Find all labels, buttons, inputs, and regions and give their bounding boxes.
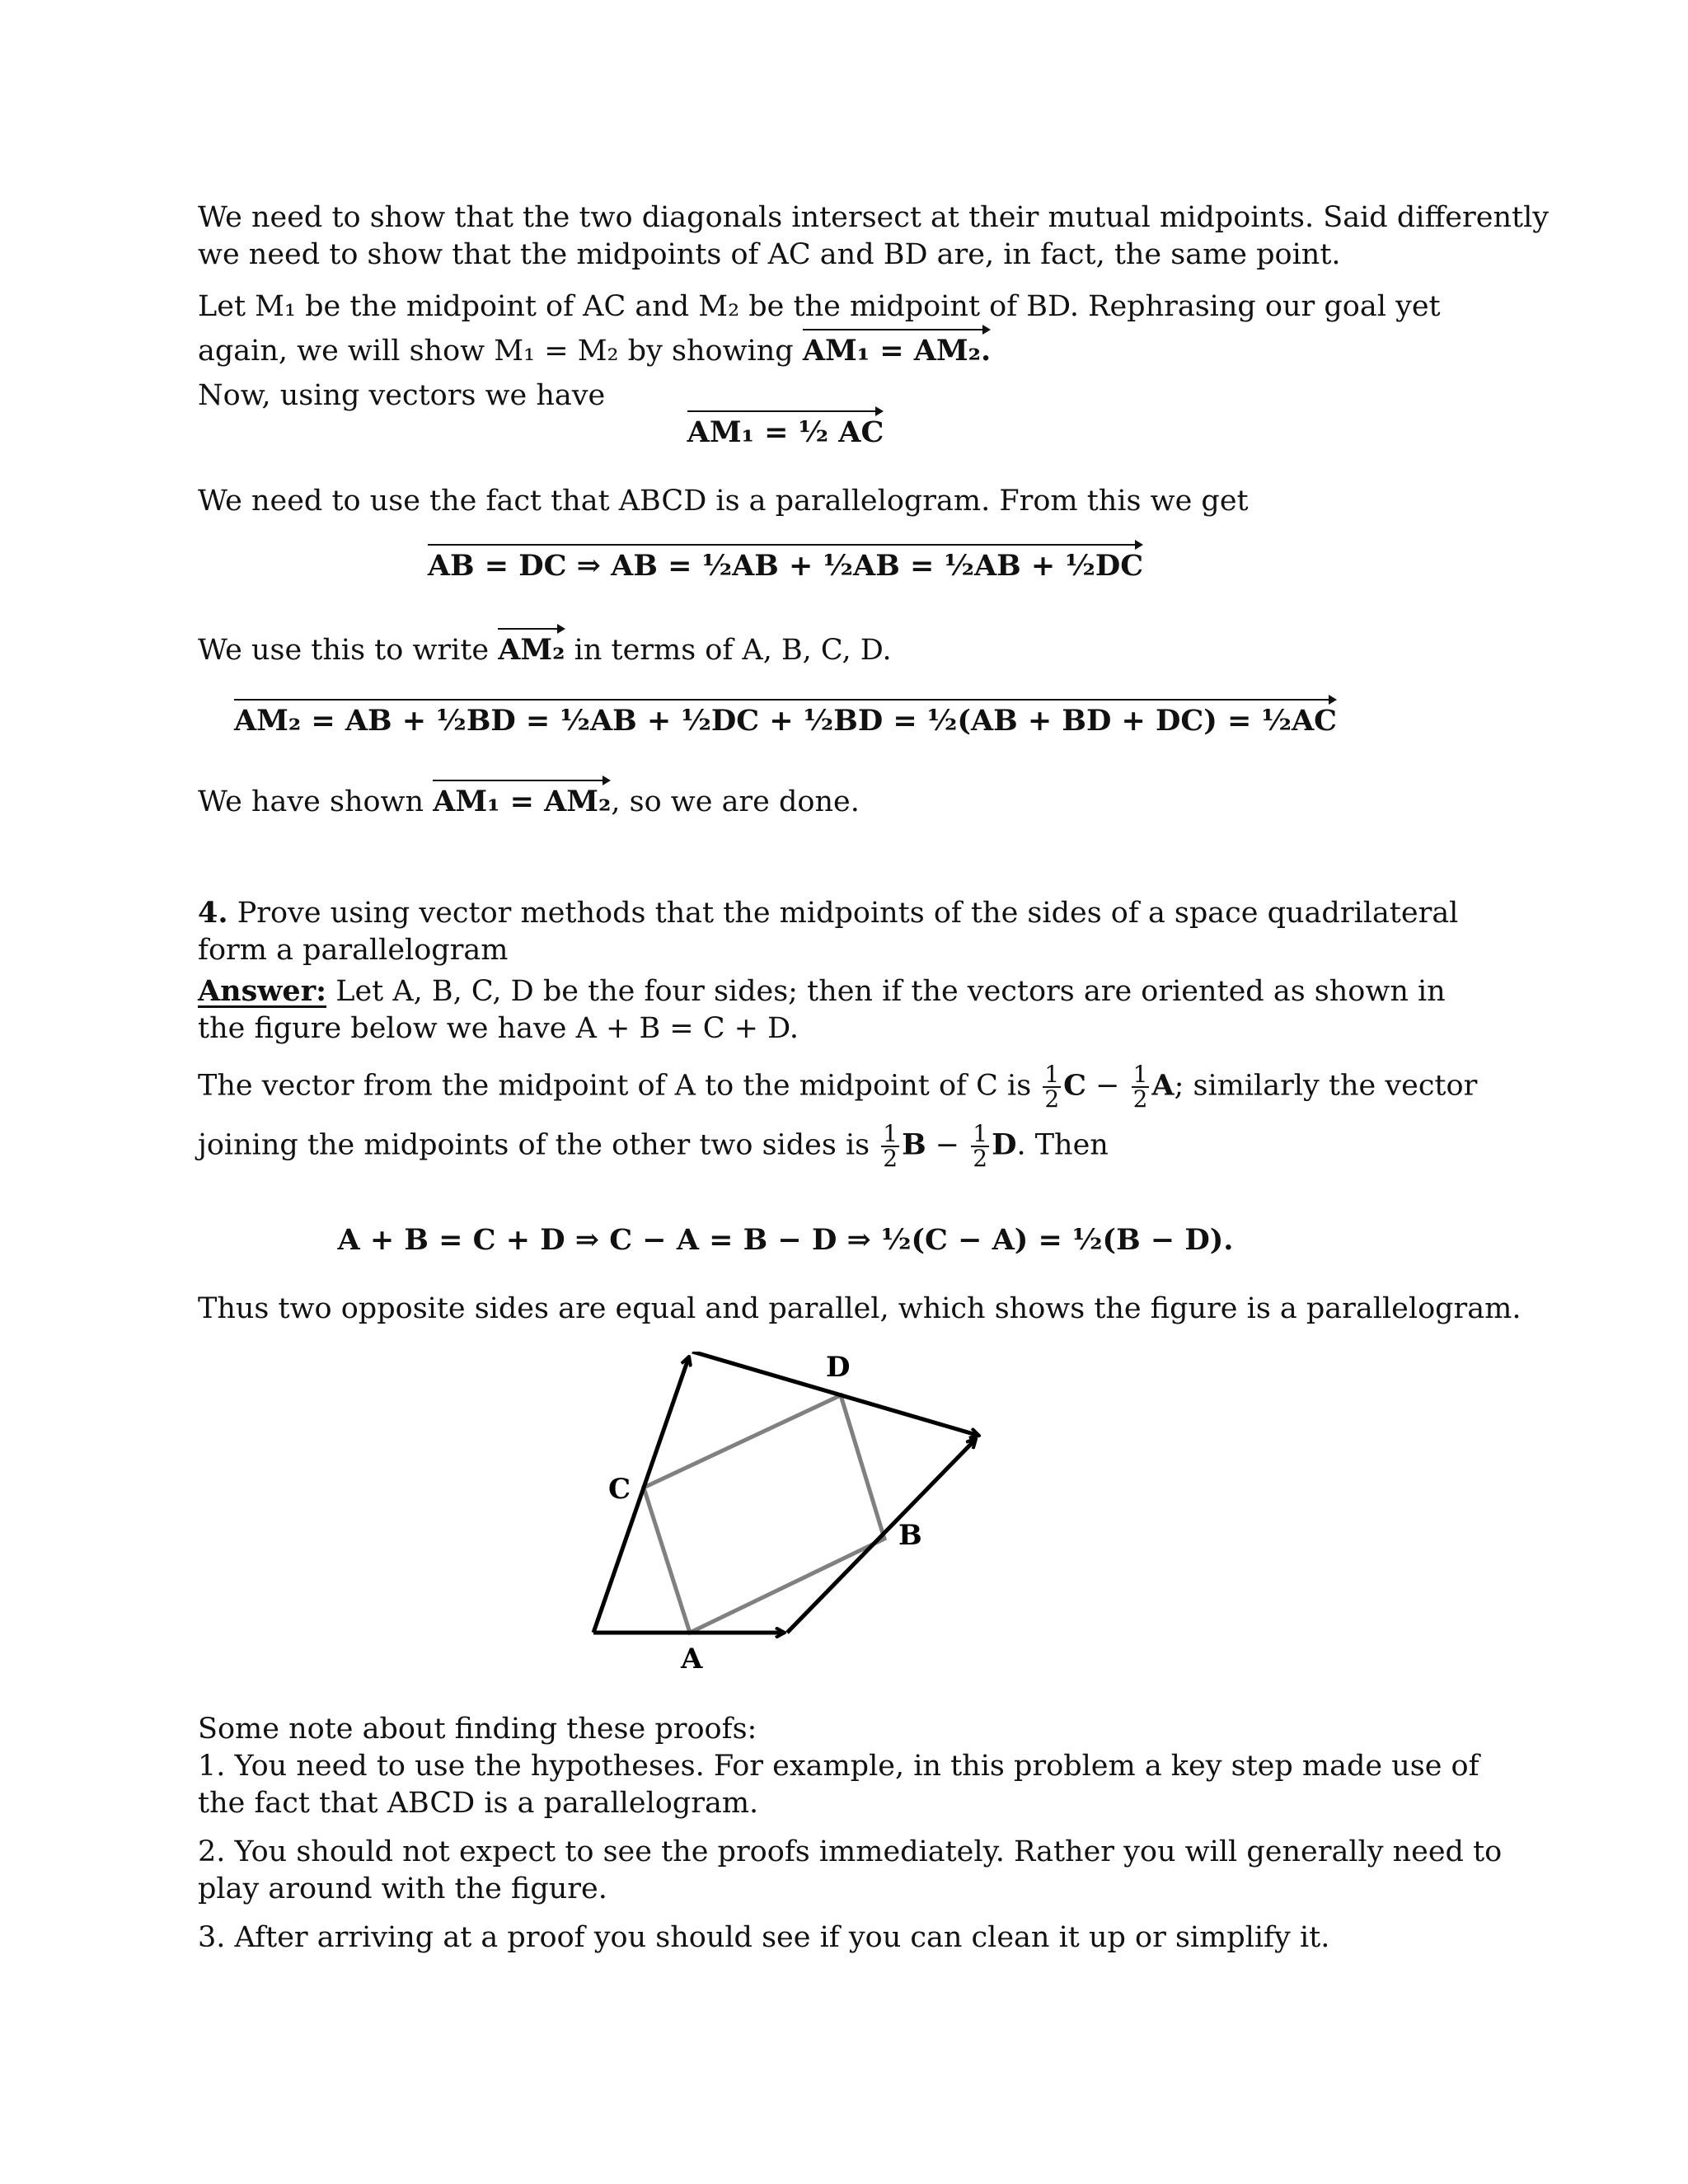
answer-label: Answer: <box>198 974 327 1008</box>
parallelogram-paragraph <box>198 483 1373 520</box>
half-fraction: $\frac{1}{2}$ <box>973 1120 988 1172</box>
note-1-line-2: the fact that ABCD is a parallelogram. <box>198 1787 759 1820</box>
label-d: D <box>826 1352 851 1384</box>
quadrilateral-figure <box>0 1352 1688 1681</box>
note-3: 3. After arriving at a proof you should see if you can clean it up or simplify it. <box>198 1921 1330 1954</box>
midpoint-paragraph <box>198 1061 1478 1172</box>
half-fraction: $\frac{1}{2}$ <box>883 1120 898 1172</box>
now-paragraph <box>198 377 1373 415</box>
eq3-text: AM₂ = AB + ½BD = ½AB + ½DC + ½BD = ½(AB + BD + DC) = ½AC <box>234 699 1337 739</box>
shown-equation: AM₁ = AM₂ <box>433 780 611 820</box>
midpoint-parallelogram <box>644 1395 884 1633</box>
answer-line-2: the figure below we have A + B = C + D. <box>198 1012 799 1045</box>
eq2-text: AB = DC ⇒ AB = ½AB + ½AB = ½AB + ½DC <box>428 544 1143 584</box>
write-line <box>198 628 1373 669</box>
eq4-text: A + B = C + D ⇒ C − A = B − D ⇒ ½(C − A) = ½(B − D). <box>337 1223 1234 1257</box>
thus-paragraph <box>198 1291 1522 1328</box>
let-line-2-text: again, we will show M₁ = M₂ by showing <box>198 335 794 368</box>
shown-paragraph <box>198 780 1373 821</box>
problem-4-text: Prove using vector methods that the midpoints of the sides of a space quadrilateral <box>237 897 1459 930</box>
intro-paragraph <box>198 199 1550 274</box>
let-paragraph <box>198 288 1441 370</box>
note-1-line-1: 1. You need to use the hypotheses. For example, in this problem a key step made use of <box>198 1750 1479 1783</box>
eq1-text: AM₁ = ½ AC <box>687 410 884 451</box>
equation-ab-dc <box>198 544 1373 585</box>
problem-4-line-1 <box>198 894 1459 932</box>
midpoint-l1-post: ; similarly the vector <box>1174 1069 1478 1103</box>
goal-equation: AM₁ = AM₂. <box>803 329 991 369</box>
midpoint-l1-pre: The vector from the midpoint of A to the midpoint of C is <box>198 1069 1032 1103</box>
shown-line <box>198 780 1373 821</box>
notes-section <box>198 1711 1503 1957</box>
let-line-1: Let M₁ be the midpoint of AC and M₂ be the midpoint of BD. Rephrasing our goal yet <box>198 290 1441 323</box>
label-b: B <box>898 1519 922 1552</box>
intro-line-2: we need to show that the midpoints of AC and BD are, in fact, the same point. <box>198 238 1341 271</box>
intro-line-1: We need to show that the two diagonals intersect at their mutual midpoints. Said differently <box>198 201 1550 234</box>
equation-abcd <box>198 1221 1373 1259</box>
thus-text: Thus two opposite sides are equal and parallel, which shows the figure is a parallelogram. <box>198 1292 1522 1325</box>
now-text: Now, using vectors we have <box>198 379 606 412</box>
note-2-line-1: 2. You should not expect to see the proofs immediately. Rather you will generally need to <box>198 1835 1503 1868</box>
note-2-line-2: play around with the figure. <box>198 1872 607 1905</box>
problem-4 <box>198 894 1459 969</box>
label-a: A <box>681 1643 703 1675</box>
half-fraction: $\frac{1}{2}$ <box>1044 1061 1060 1113</box>
equation-am1 <box>198 410 1373 452</box>
problem-number: 4. <box>198 896 228 930</box>
problem-4-line-2: form a parallelogram <box>198 934 509 967</box>
shown-pre: We have shown <box>198 785 424 818</box>
let-line-2 <box>198 329 1373 370</box>
shown-post: , so we are done. <box>611 785 860 818</box>
equation-am2 <box>198 699 1373 740</box>
answer-text: Let A, B, C, D be the four sides; then if the vectors are oriented as shown in <box>335 975 1446 1008</box>
notes-heading: Some note about finding these proofs: <box>198 1713 757 1746</box>
midpoint-line-2: joining the midpoints of the other two sides is $\frac{1}{2}$ B − $\frac{1}{2}$ D. Then <box>198 1120 1109 1172</box>
midpoint-line-1: The vector from the midpoint of A to the midpoint of C is $\frac{1}{2}$ C − $\frac{1}{2}$ A; similarly the vector <box>198 1061 1478 1113</box>
midpoint-l2-post: . Then <box>1016 1128 1109 1162</box>
answer-line-1 <box>198 972 1446 1010</box>
midpoint-l2-pre: joining the midpoints of the other two sides is <box>198 1128 870 1162</box>
label-c: C <box>608 1473 631 1506</box>
half-fraction: $\frac{1}{2}$ <box>1132 1061 1148 1113</box>
write-post: in terms of A, B, C, D. <box>574 634 892 667</box>
parallelogram-text: We need to use the fact that ABCD is a parallelogram. From this we get <box>198 485 1249 518</box>
write-vector-am2: AM₂ <box>498 628 565 668</box>
answer-paragraph <box>198 972 1446 1047</box>
write-pre: We use this to write <box>198 634 490 667</box>
vector-b-arrow <box>787 1439 976 1633</box>
write-paragraph <box>198 628 1373 669</box>
